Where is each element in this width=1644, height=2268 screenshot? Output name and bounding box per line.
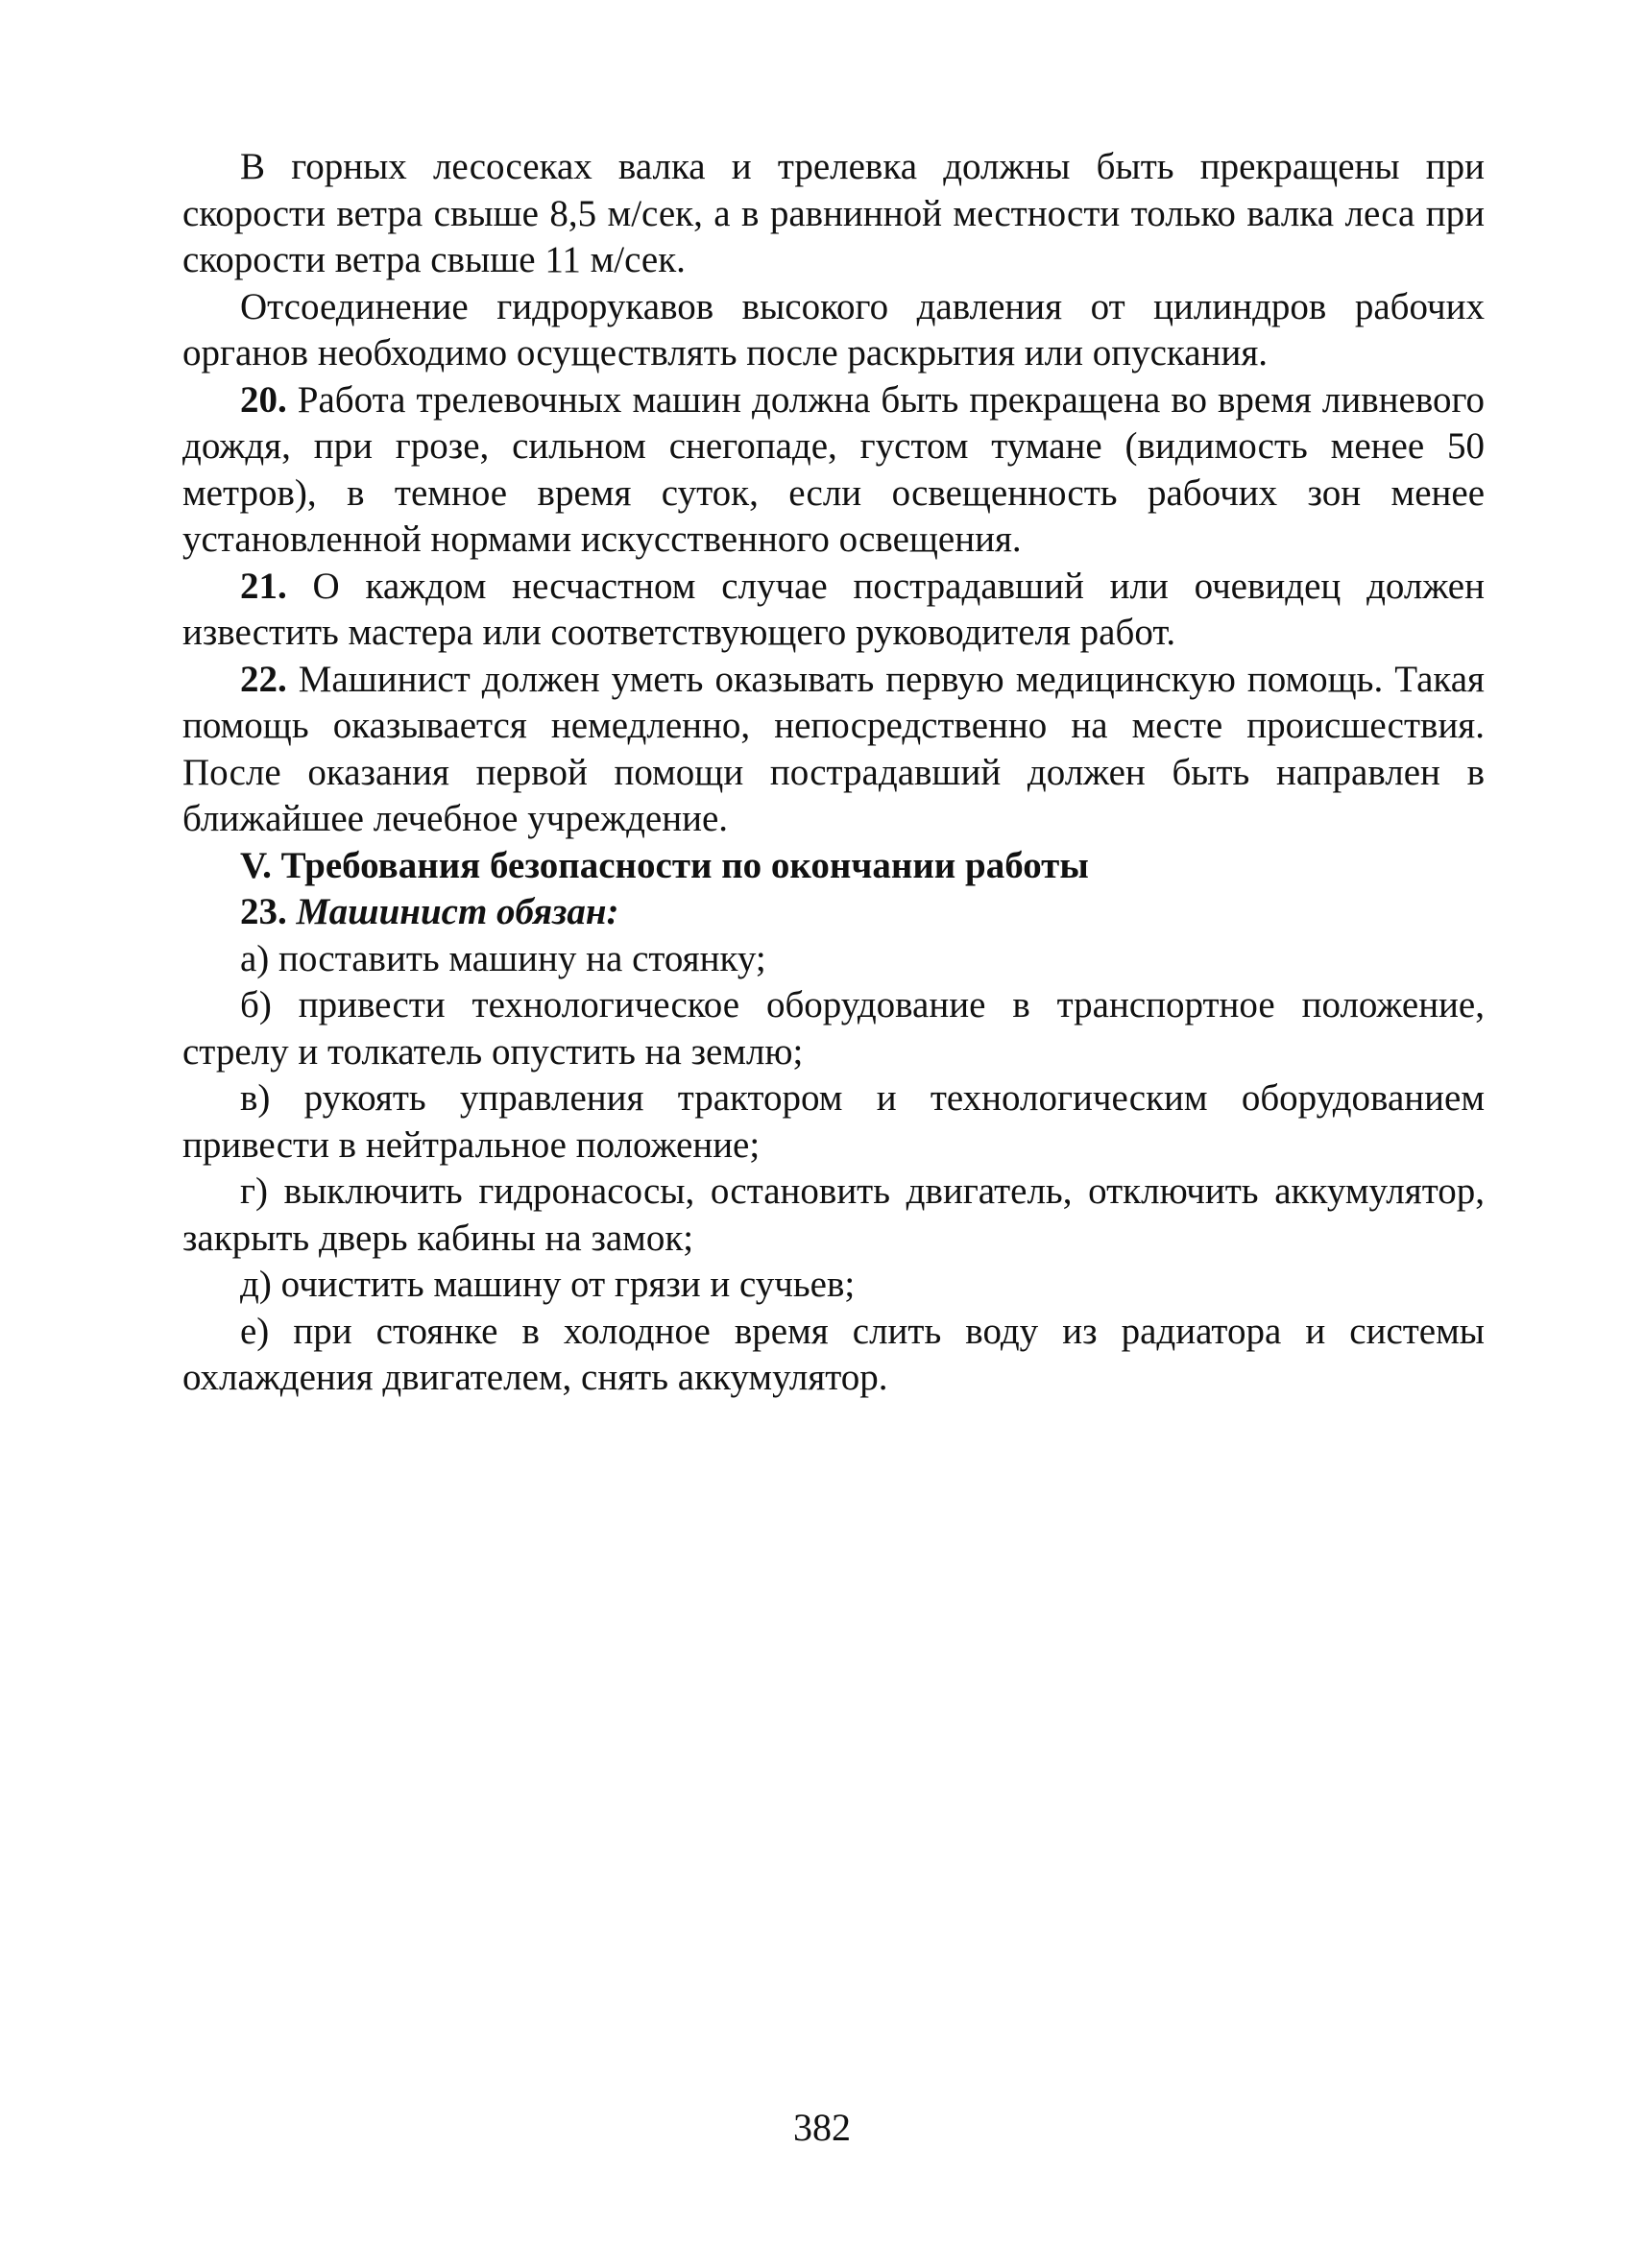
- list-item-e: е) при стоянке в холодное время слить воду из радиатора и системы охлаждения двигателем, снять аккумулятор.: [182, 1310, 1485, 1398]
- page-number: 382: [793, 2106, 851, 2149]
- list-item-d: д) очистить машину от грязи и сучьев;: [240, 1264, 856, 1305]
- paragraph-21-number: 21.: [240, 565, 287, 607]
- item-23-heading: [182, 889, 1485, 936]
- section-heading: V. Требования безопасности по окончании работы: [240, 844, 1089, 886]
- list-item-b: б) привести технологическое оборудование в транспортное положение, стрелу и толкатель опустить на землю;: [182, 984, 1485, 1073]
- paragraph-hydraulic-hoses: Отсоединение гидрорукавов высокого давления от цилиндров рабочих органов необходимо осуществлять после раскрытия или опускания.: [182, 285, 1485, 374]
- paragraph-20: [182, 377, 1485, 564]
- list-item-g: г) выключить гидронасосы, остановить двигатель, отключить аккумулятор, закрыть дверь кабины на замок;: [182, 1170, 1485, 1259]
- paragraph-mountain-felling: В горных лесосеках валка и трелевка должны быть прекращены при скорости ветра свыше 8,5 м/сек, а в равнинной местности только валка леса при скорости ветра свыше 11 м/сек.: [182, 146, 1485, 280]
- item-23-title: Машинист обязан:: [286, 891, 619, 932]
- paragraph-20-text: Работа трелевочных машин должна быть прекращена во время ливневого дождя, при грозе, сильном снегопаде, густом тумане (видимость менее 50 метров), в темное время суток, если освещенность рабочих зон менее установленной нормами искусственного освещения.: [182, 378, 1485, 560]
- paragraph-22-text: Машинист должен уметь оказывать первую медицинскую помощь. Такая помощь оказывается немедленно, непосредственно на месте происшествия. После оказания первой помощи пострадавший должен быть направлен в ближайшее лечебное учреждение.: [182, 658, 1485, 839]
- paragraph-20-number: 20.: [240, 378, 287, 421]
- list-item-v: в) рукоять управления трактором и технологическим оборудованием привести в нейтральное положение;: [182, 1077, 1485, 1166]
- paragraph-21-text: О каждом несчастном случае пострадавший или очевидец должен известить мастера или соответствующего руководителя работ.: [182, 565, 1485, 653]
- paragraph-22: [182, 657, 1485, 843]
- paragraph-21: [182, 564, 1485, 657]
- list-item-a: а) поставить машину на стоянку;: [240, 937, 766, 979]
- item-23-number: 23.: [240, 891, 287, 932]
- paragraph-22-number: 22.: [240, 658, 287, 700]
- document-page: [182, 144, 1485, 1402]
